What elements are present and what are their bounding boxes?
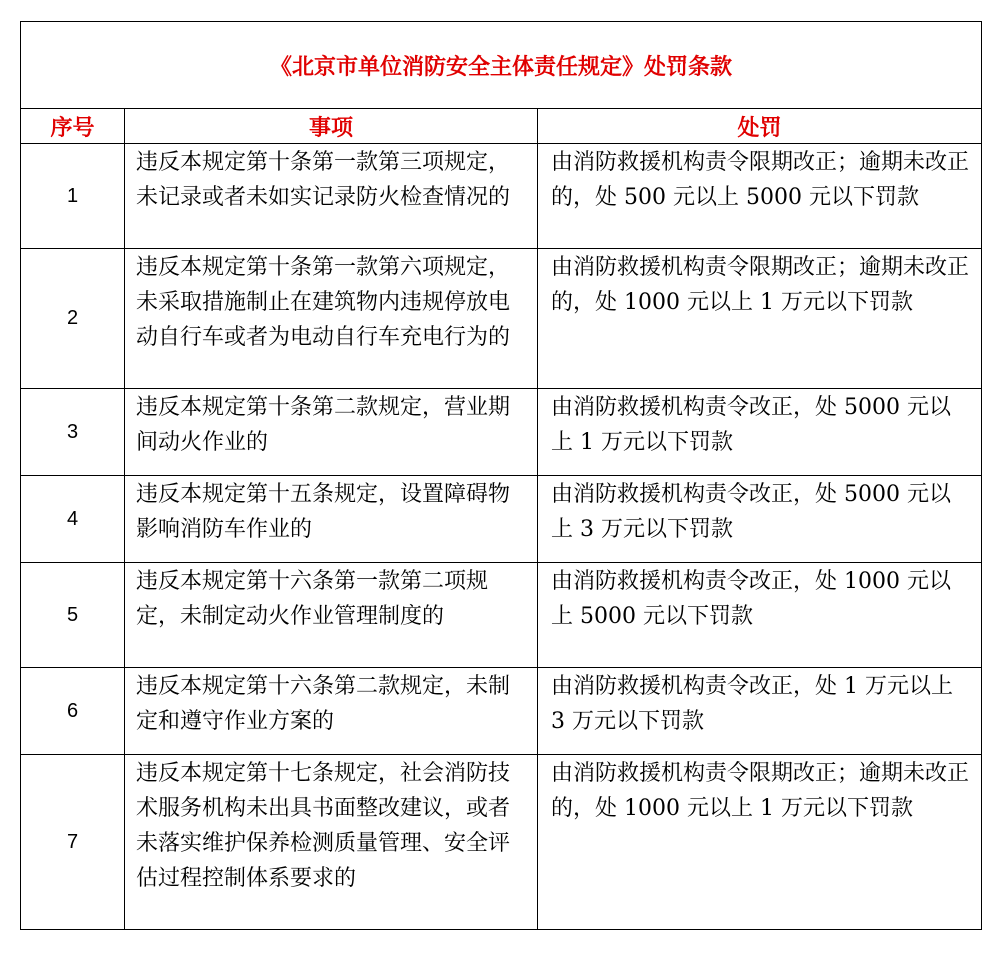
table-title: 《北京市单位消防安全主体责任规定》处罚条款 [21,22,982,109]
penalty-table [20,21,982,930]
table-row [21,476,982,563]
row-matter: 违反本规定第十条第一款第三项规定，未记录或者未如实记录防火检查情况的 [125,144,538,249]
table-row [21,755,982,930]
row-number: 1 [21,144,125,249]
table-row [21,668,982,755]
row-number: 6 [21,668,125,755]
row-penalty: 由消防救援机构责令限期改正；逾期未改正的，处 500 元以上 5000 元以下罚款 [538,144,982,249]
table-row [21,249,982,389]
header-number: 序号 [21,109,125,144]
row-matter: 违反本规定第十六条第二款规定，未制定和遵守作业方案的 [125,668,538,755]
row-penalty: 由消防救援机构责令改正，处 5000 元以上 1 万元以下罚款 [538,389,982,476]
row-penalty: 由消防救援机构责令限期改正；逾期未改正的，处 1000 元以上 1 万元以下罚款 [538,249,982,389]
table-row [21,144,982,249]
row-number: 2 [21,249,125,389]
row-matter: 违反本规定第十六条第一款第二项规定，未制定动火作业管理制度的 [125,563,538,668]
table-row [21,389,982,476]
title-row [21,22,982,109]
row-number: 5 [21,563,125,668]
header-penalty: 处罚 [538,109,982,144]
row-penalty: 由消防救援机构责令改正，处 1000 元以上 5000 元以下罚款 [538,563,982,668]
header-row [21,109,982,144]
row-penalty: 由消防救援机构责令限期改正；逾期未改正的，处 1000 元以上 1 万元以下罚款 [538,755,982,930]
row-matter: 违反本规定第十条第二款规定，营业期间动火作业的 [125,389,538,476]
row-number: 4 [21,476,125,563]
row-number: 7 [21,755,125,930]
table-row [21,563,982,668]
row-penalty: 由消防救援机构责令改正，处 1 万元以上 3 万元以下罚款 [538,668,982,755]
row-number: 3 [21,389,125,476]
header-matter: 事项 [125,109,538,144]
row-matter: 违反本规定第十五条规定，设置障碍物影响消防车作业的 [125,476,538,563]
row-matter: 违反本规定第十七条规定，社会消防技术服务机构未出具书面整改建议，或者未落实维护保养检测质量管理、安全评估过程控制体系要求的 [125,755,538,930]
row-matter: 违反本规定第十条第一款第六项规定，未采取措施制止在建筑物内违规停放电动自行车或者为电动自行车充电行为的 [125,249,538,389]
row-penalty: 由消防救援机构责令改正，处 5000 元以上 3 万元以下罚款 [538,476,982,563]
